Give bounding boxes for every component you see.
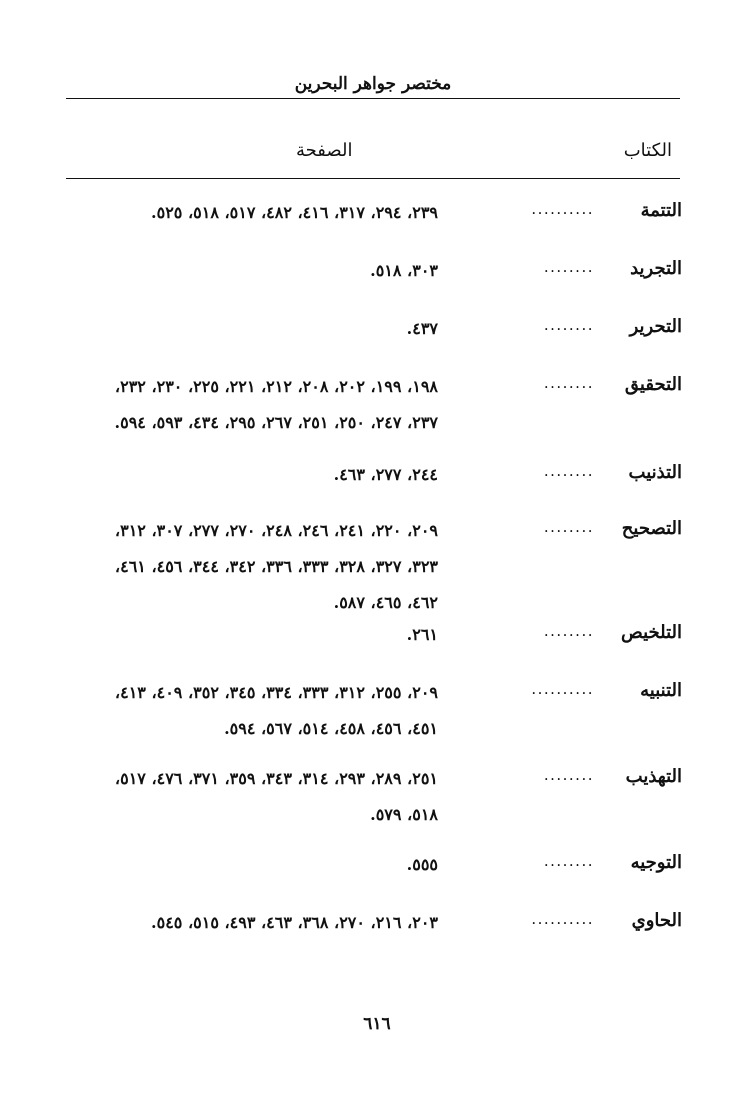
page-reference-line: ٢٠٩، ٢٢٠، ٢٤١، ٢٤٦، ٢٤٨، ٢٧٠، ٢٧٧، ٣٠٧، ٣١٢، xyxy=(114,521,438,540)
dot-leader: ........ xyxy=(543,766,594,784)
column-heading-page: الصفحة xyxy=(296,140,353,161)
dot-leader: ........ xyxy=(543,852,594,870)
page-reference-line: ٤٥١، ٤٥٦، ٤٥٨، ٥١٤، ٥٦٧، ٥٩٤. xyxy=(224,719,438,738)
entry-title: التهذيب xyxy=(625,766,682,787)
entry-title: التحقيق xyxy=(624,374,682,395)
entry-title: التجريد xyxy=(630,258,682,279)
page-references xyxy=(4,852,438,888)
page-reference-line: ٢٠٩، ٢٥٥، ٣١٢، ٣٣٣، ٣٣٤، ٣٤٥، ٣٥٢، ٤٠٩، ٤١٣، xyxy=(114,683,438,702)
entry-title: التلخيص xyxy=(621,622,682,643)
page-references xyxy=(4,910,438,946)
dot-leader: .......... xyxy=(531,910,594,928)
dot-leader: ........ xyxy=(543,316,594,334)
page-references xyxy=(4,462,438,498)
entry-title: التحرير xyxy=(629,316,682,337)
page-reference-line: ١٩٨، ١٩٩، ٢٠٢، ٢٠٨، ٢١٢، ٢٢١، ٢٢٥، ٢٣٠، ٢٣٢، xyxy=(114,377,438,396)
page-reference-line: ٢٣٩، ٢٩٤، ٣١٧، ٤١٦، ٤٨٢، ٥١٧، ٥١٨، ٥٢٥. xyxy=(151,203,438,222)
page-reference-line: ٤٣٧. xyxy=(406,319,438,338)
dot-leader: ........ xyxy=(543,518,594,536)
dot-leader: ........ xyxy=(543,258,594,276)
page-reference-line: ٣٢٣، ٣٢٧، ٣٢٨، ٣٣٣، ٣٣٦، ٣٤٢، ٣٤٤، ٤٥٦، ٤٦١، xyxy=(114,557,438,576)
entry-title: التوجيه xyxy=(630,852,682,873)
page-references xyxy=(4,518,438,626)
entry-title: التذنيب xyxy=(628,462,682,483)
column-heading-rule xyxy=(66,178,680,179)
page-references xyxy=(4,374,438,446)
page-references xyxy=(4,766,438,838)
page-reference-line: ٢٠٣، ٢١٦، ٢٧٠، ٣٦٨، ٤٦٣، ٤٩٣، ٥١٥، ٥٤٥. xyxy=(151,913,438,932)
page-reference-line: ٢٥١، ٢٨٩، ٢٩٣، ٣١٤، ٣٤٣، ٣٥٩، ٣٧١، ٤٧٦، ٥١٧، xyxy=(114,769,438,788)
page-number: ٦١٦ xyxy=(363,1014,391,1034)
dot-leader: .......... xyxy=(531,200,594,218)
dot-leader: ........ xyxy=(543,462,594,480)
header-rule xyxy=(66,98,680,99)
page-references xyxy=(4,680,438,752)
page-reference-line: ٤٦٢، ٤٦٥، ٥٨٧. xyxy=(333,593,438,612)
page-reference-line: ٥١٨، ٥٧٩. xyxy=(370,805,438,824)
page-reference-line: ٣٠٣، ٥١٨. xyxy=(370,261,438,280)
dot-leader: .......... xyxy=(531,680,594,698)
page-references xyxy=(4,316,438,352)
page-reference-line: ٢٣٧، ٢٤٧، ٢٥٠، ٢٥١، ٢٦٧، ٢٩٥، ٤٣٤، ٥٩٣، ٥٩٤. xyxy=(114,413,438,432)
page-references xyxy=(4,622,438,658)
dot-leader: ........ xyxy=(543,622,594,640)
page-reference-line: ٢٤٤، ٢٧٧، ٤٦٣. xyxy=(333,465,438,484)
page-reference-line: ٢٦١. xyxy=(406,625,438,644)
page-references xyxy=(4,200,438,236)
dot-leader: ........ xyxy=(543,374,594,392)
page-references xyxy=(4,258,438,294)
running-title: مختصر جواهر البحرين xyxy=(294,74,452,94)
entry-title: التنبيه xyxy=(640,680,682,701)
entry-title: التصحيح xyxy=(621,518,682,539)
entry-title: التتمة xyxy=(640,200,682,221)
column-heading-book: الكتاب xyxy=(623,140,672,161)
entry-title: الحاوي xyxy=(631,910,682,931)
page-reference-line: ٥٥٥. xyxy=(406,855,438,874)
